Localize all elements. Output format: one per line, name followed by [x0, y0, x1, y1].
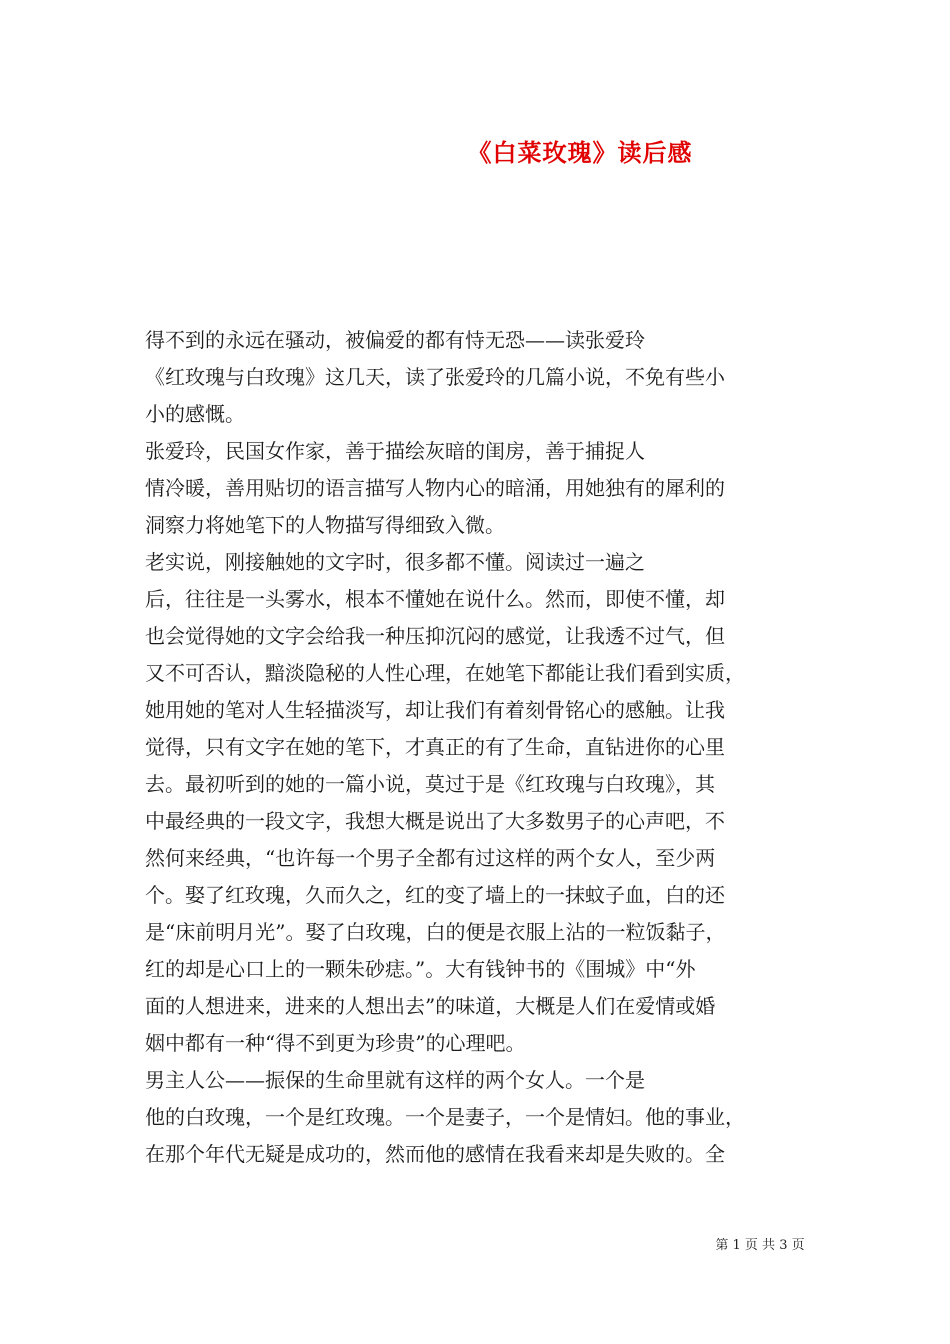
text-line: 然何来经典，“也许每一个男子全都有过这样的两个女人，至少两	[145, 846, 716, 870]
paragraph-2	[145, 433, 825, 544]
text-line: 个。娶了红玫瑰，久而久之，红的变了墙上的一抹蚊子血，白的还	[145, 883, 725, 907]
document-body	[145, 322, 825, 1173]
text-line: 后，往往是一头雾水，根本不懂她在说什么。然而，即使不懂，却	[145, 587, 725, 611]
text-line: 《红玫瑰与白玫瑰》这几天，读了张爱玲的几篇小说，不免有些小	[145, 365, 725, 389]
paragraph-3	[145, 544, 825, 1062]
text-line: 红的却是心口上的一颗朱砂痣。”。大有钱钟书的《围城》中“外	[145, 957, 696, 981]
text-line: 姻中都有一种“得不到更为珍贵”的心理吧。	[145, 1031, 526, 1055]
text-line: 觉得，只有文字在她的笔下，才真正的有了生命，直钻进你的心里	[145, 735, 725, 759]
text-line: 洞察力将她笔下的人物描写得细致入微。	[145, 513, 505, 537]
text-line: 张爱玲，民国女作家，善于描绘灰暗的闺房，善于捕捉人	[145, 439, 645, 463]
paragraph-1	[145, 322, 825, 433]
text-line: 她用她的笔对人生轻描淡写，却让我们有着刻骨铭心的感触。让我	[145, 698, 725, 722]
text-line: 得不到的永远在骚动，被偏爱的都有恃无恐——读张爱玲	[145, 328, 645, 352]
text-line: 是“床前明月光”。娶了白玫瑰，白的便是衣服上沾的一粒饭黏子，	[145, 920, 726, 944]
text-line: 也会觉得她的文字会给我一种压抑沉闷的感觉，让我透不过气，但	[145, 624, 725, 648]
text-line: 他的白玫瑰，一个是红玫瑰。一个是妻子，一个是情妇。他的事业，	[145, 1105, 745, 1129]
text-line: 又不可否认，黯淡隐秘的人性心理，在她笔下都能让我们看到实质，	[145, 661, 745, 685]
text-line: 去。最初听到的她的一篇小说，莫过于是《红玫瑰与白玫瑰》，其	[145, 772, 715, 796]
text-line: 情冷暖，善用贴切的语言描写人物内心的暗涌，用她独有的犀利的	[145, 476, 725, 500]
page-number-footer: 第 1 页 共 3 页	[715, 1238, 805, 1253]
text-line: 在那个年代无疑是成功的，然而他的感情在我看来却是失败的。全	[145, 1142, 725, 1166]
text-line: 老实说，刚接触她的文字时，很多都不懂。阅读过一遍之	[145, 550, 645, 574]
paragraph-4	[145, 1062, 825, 1173]
text-line: 面的人想进来，进来的人想出去”的味道，大概是人们在爱情或婚	[145, 994, 716, 1018]
text-line: 中最经典的一段文字，我想大概是说出了大多数男子的心声吧，不	[145, 809, 725, 833]
text-line: 男主人公——振保的生命里就有这样的两个女人。一个是	[145, 1068, 645, 1092]
document-title: 《白菜玫瑰》读后感	[467, 138, 693, 167]
text-line: 小的感慨。	[145, 402, 245, 426]
